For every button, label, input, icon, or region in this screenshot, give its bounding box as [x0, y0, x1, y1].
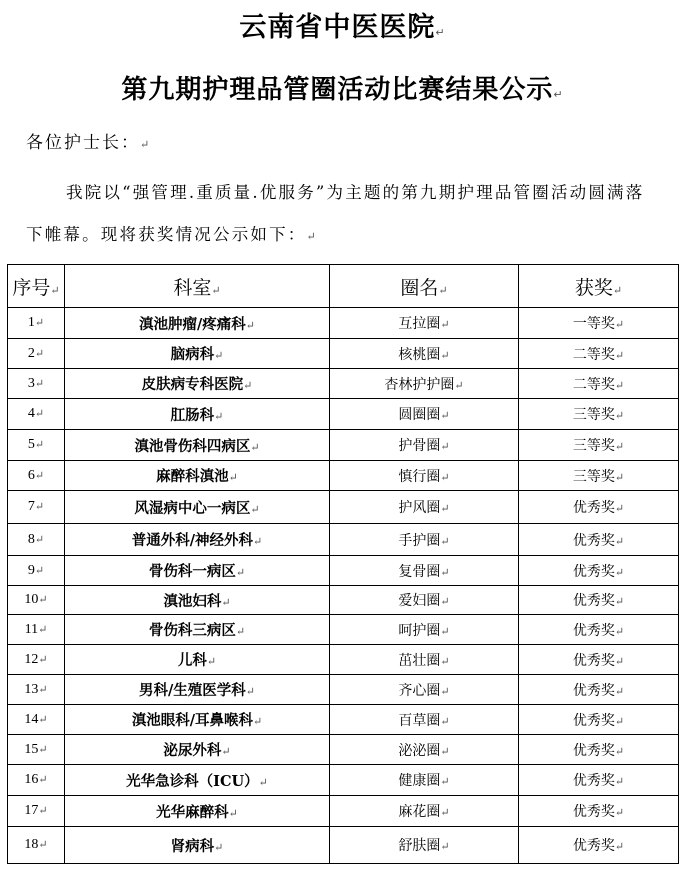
row-department: 男科/生殖医学科↵ — [65, 675, 330, 705]
row-circle-name: 圆圈圈↵ — [330, 399, 519, 430]
row-circle-name: 护骨圈↵ — [330, 430, 519, 461]
table-body — [8, 308, 679, 864]
table-row — [8, 827, 679, 864]
table-row — [8, 308, 679, 339]
row-circle-name: 健康圈↵ — [330, 765, 519, 796]
row-number: 14↵ — [8, 705, 65, 735]
table-row — [8, 675, 679, 705]
row-award: 优秀奖↵ — [519, 705, 679, 735]
row-department: 骨伤科三病区↵ — [65, 615, 330, 645]
document-subtitle: 第九期护理品管圈活动比赛结果公示↵ — [121, 75, 564, 105]
row-circle-name: 慎行圈↵ — [330, 461, 519, 491]
row-department: 泌尿外科↵ — [65, 735, 330, 765]
row-award: 优秀奖↵ — [519, 735, 679, 765]
row-number: 2↵ — [8, 339, 65, 369]
row-department: 肛肠科↵ — [65, 399, 330, 430]
table-row — [8, 399, 679, 430]
table-row — [8, 430, 679, 461]
table-row — [8, 796, 679, 827]
row-award: 优秀奖↵ — [519, 615, 679, 645]
row-award: 一等奖↵ — [519, 308, 679, 339]
row-award: 优秀奖↵ — [519, 827, 679, 864]
table-row — [8, 705, 679, 735]
row-circle-name: 护风圈↵ — [330, 491, 519, 524]
row-department: 滇池肿瘤/疼痛科↵ — [65, 308, 330, 339]
table-row — [8, 586, 679, 615]
row-department: 滇池骨伤科四病区↵ — [65, 430, 330, 461]
table-row — [8, 491, 679, 524]
table-row — [8, 735, 679, 765]
row-circle-name: 呵护圈↵ — [330, 615, 519, 645]
header-no: 序号↵ — [8, 265, 65, 308]
row-department: 风湿病中心一病区↵ — [65, 491, 330, 524]
row-number: 4↵ — [8, 399, 65, 430]
row-number: 9↵ — [8, 556, 65, 586]
table-row — [8, 461, 679, 491]
row-circle-name: 杏林护护圈↵ — [330, 369, 519, 399]
row-circle-name: 泌泌圈↵ — [330, 735, 519, 765]
table-row — [8, 765, 679, 796]
results-table — [7, 264, 679, 864]
row-number: 1↵ — [8, 308, 65, 339]
row-circle-name: 百草圈↵ — [330, 705, 519, 735]
table-header-row — [8, 265, 679, 308]
row-number: 15↵ — [8, 735, 65, 765]
row-circle-name: 互拉圈↵ — [330, 308, 519, 339]
row-department: 滇池眼科/耳鼻喉科↵ — [65, 705, 330, 735]
row-award: 优秀奖↵ — [519, 765, 679, 796]
row-department: 骨伤科一病区↵ — [65, 556, 330, 586]
row-department: 肾病科↵ — [65, 827, 330, 864]
row-number: 18↵ — [8, 827, 65, 864]
row-number: 12↵ — [8, 645, 65, 675]
row-department: 儿科↵ — [65, 645, 330, 675]
row-circle-name: 茁壮圈↵ — [330, 645, 519, 675]
row-department: 普通外科/神经外科↵ — [65, 524, 330, 556]
row-department: 脑病科↵ — [65, 339, 330, 369]
row-award: 三等奖↵ — [519, 430, 679, 461]
greeting: 各位护士长：↵ — [26, 133, 152, 153]
row-award: 优秀奖↵ — [519, 645, 679, 675]
row-number: 7↵ — [8, 491, 65, 524]
intro-paragraph: 我院以“强管理.重质量.优服务”为主题的第九期护理品管圈活动圆满落下帷幕。现将获奖情况公示如下：↵ — [26, 183, 645, 244]
row-number: 16↵ — [8, 765, 65, 796]
row-department: 光华麻醉科↵ — [65, 796, 330, 827]
header-award: 获奖↵ — [519, 265, 679, 308]
row-department: 滇池妇科↵ — [65, 586, 330, 615]
row-award: 优秀奖↵ — [519, 796, 679, 827]
row-award: 三等奖↵ — [519, 399, 679, 430]
row-number: 8↵ — [8, 524, 65, 556]
row-number: 17↵ — [8, 796, 65, 827]
row-number: 11↵ — [8, 615, 65, 645]
row-circle-name: 核桃圈↵ — [330, 339, 519, 369]
row-circle-name: 舒肤圈↵ — [330, 827, 519, 864]
row-award: 二等奖↵ — [519, 369, 679, 399]
row-circle-name: 齐心圈↵ — [330, 675, 519, 705]
row-circle-name: 爱妇圈↵ — [330, 586, 519, 615]
row-circle-name: 手护圈↵ — [330, 524, 519, 556]
header-dept: 科室↵ — [65, 265, 330, 308]
row-department: 麻醉科滇池↵ — [65, 461, 330, 491]
row-number: 5↵ — [8, 430, 65, 461]
row-award: 优秀奖↵ — [519, 675, 679, 705]
row-circle-name: 麻花圈↵ — [330, 796, 519, 827]
row-award: 优秀奖↵ — [519, 491, 679, 524]
row-award: 三等奖↵ — [519, 461, 679, 491]
row-department: 皮肤病专科医院↵ — [65, 369, 330, 399]
table-row — [8, 615, 679, 645]
table-row — [8, 556, 679, 586]
row-award: 优秀奖↵ — [519, 556, 679, 586]
row-circle-name: 复骨圈↵ — [330, 556, 519, 586]
row-award: 二等奖↵ — [519, 339, 679, 369]
document-title: 云南省中医医院↵ — [239, 12, 446, 43]
table-row — [8, 524, 679, 556]
row-department: 光华急诊科（ICU）↵ — [65, 765, 330, 796]
table-row — [8, 645, 679, 675]
row-number: 13↵ — [8, 675, 65, 705]
row-award: 优秀奖↵ — [519, 586, 679, 615]
row-number: 10↵ — [8, 586, 65, 615]
row-award: 优秀奖↵ — [519, 524, 679, 556]
row-number: 3↵ — [8, 369, 65, 399]
header-circle: 圈名↵ — [330, 265, 519, 308]
table-row — [8, 369, 679, 399]
row-number: 6↵ — [8, 461, 65, 491]
table-row — [8, 339, 679, 369]
